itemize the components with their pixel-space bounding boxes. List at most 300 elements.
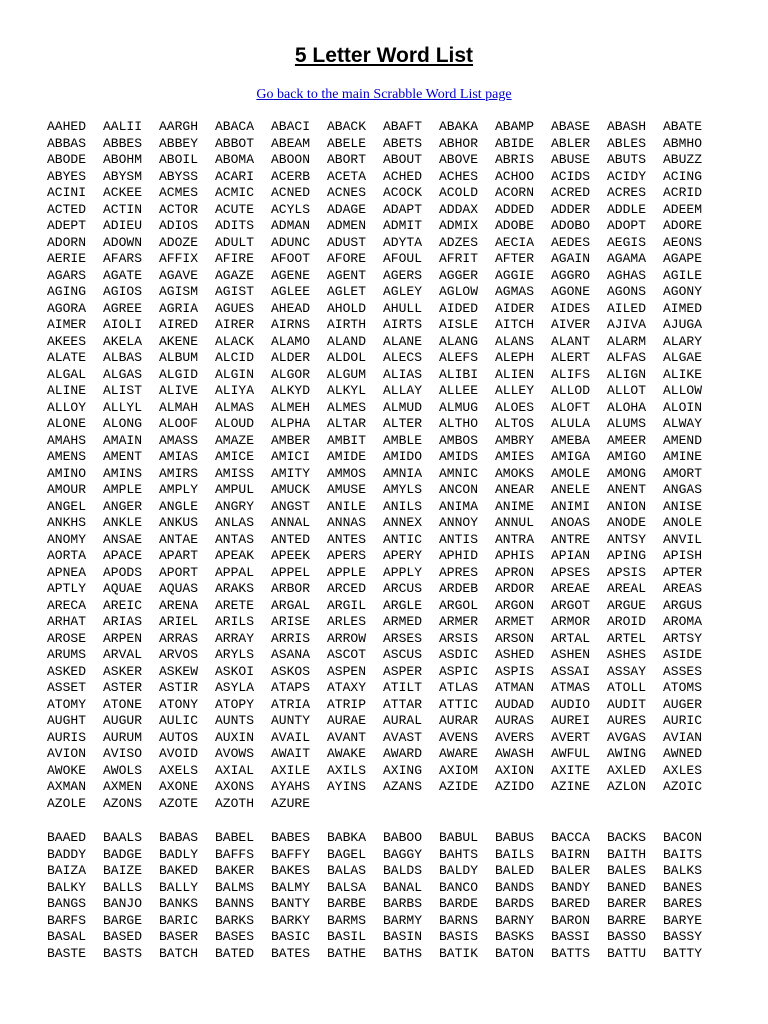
word-entry: ANIMI [551,498,591,514]
word-entry: ANTAS [215,531,255,547]
word-entry: ATAPS [271,680,311,695]
word-entry: ALGUM [327,366,367,382]
word-entry: ABACA [215,119,255,134]
word-entry: BASTS [103,945,143,961]
word-entry: ARVAL [103,647,143,662]
word-entry: AMMOS [327,465,367,481]
word-entry: BARMS [327,912,367,928]
back-link-container [0,86,768,104]
word-entry: AMENT [103,449,143,464]
word-entry: AKENE [159,333,199,349]
word-entry: AGUES [215,300,255,316]
word-entry: ANEAR [495,482,535,497]
word-entry: BAIZA [47,863,87,878]
word-entry: ACRED [551,185,591,200]
word-entry: AMONG [607,465,647,481]
word-entry: ACIDS [551,168,591,184]
word-entry: ARMER [439,614,479,629]
word-entry: ACARI [215,168,255,184]
word-entry: AMINE [663,449,703,464]
word-entry: ALANS [495,333,535,349]
word-entry: ALATE [47,350,87,365]
word-entry: ADOZE [159,234,199,250]
word-entry: APORT [159,564,199,580]
word-entry: ATTIC [439,696,479,712]
word-entry: ALIEN [495,366,535,382]
word-entry: AVISO [103,746,143,761]
word-row [47,863,727,880]
word-entry: AMEER [607,432,647,448]
word-entry: ADOBO [551,218,591,233]
word-entry: ALKYL [327,383,367,398]
word-entry: AZIDE [439,779,479,794]
word-entry: BACCA [551,830,591,845]
word-entry: AMIDE [327,449,367,464]
word-entry: ABBAS [47,135,87,151]
word-entry: BATCH [159,945,199,961]
word-entry: BASES [215,929,255,944]
word-entry: ARIAS [103,614,143,629]
word-entry: ALTHO [439,416,479,431]
word-entry: ABACI [271,119,311,134]
word-entry: ARSIS [439,630,479,646]
word-entry: AXIOM [439,762,479,778]
word-entry: ARECA [47,597,87,613]
word-entry: ALIAS [383,366,423,382]
word-entry: AGENE [271,267,311,283]
word-entry: ALLEE [439,383,479,398]
word-entry: BATIK [439,945,479,961]
word-entry: ANTIS [439,531,479,547]
word-entry: ADOBE [495,218,535,233]
word-entry: BASIN [383,929,423,944]
word-entry: AMPLY [159,482,199,497]
word-entry: BALDS [383,863,423,878]
word-entry: ADYTA [383,234,423,250]
word-row [47,598,727,615]
word-entry: AIDED [439,300,479,316]
word-entry: BAKED [159,863,199,878]
word-entry: AGONE [551,284,591,299]
word-entry: ANTIC [383,531,423,547]
word-entry: ALONE [47,416,87,431]
word-row [47,779,727,796]
word-entry: ALTAR [327,416,367,431]
word-entry: BANED [607,879,647,895]
word-entry: ANKLE [103,515,143,530]
word-entry: ABYSM [103,168,143,184]
word-entry: AZOTE [159,795,199,811]
word-entry: APTLY [47,581,87,596]
word-row [47,946,727,963]
word-entry: AUGUR [103,713,143,728]
word-entry: AFORE [327,251,367,266]
word-entry: ANTRA [495,531,535,547]
word-entry: ADDED [495,201,535,217]
word-entry: ANIME [495,498,535,514]
word-entry: ALECS [383,350,423,365]
word-row [47,301,727,318]
word-entry: AMINO [47,465,87,481]
word-entry: AUNTS [215,713,255,728]
word-entry: ALOOF [159,416,199,431]
word-entry: AMISS [215,465,255,481]
word-entry: AROID [607,614,647,629]
word-entry: ADMIX [439,218,479,233]
word-entry: BALES [607,863,647,878]
word-entry: APRON [495,564,535,580]
word-entry: BASER [159,929,199,944]
word-entry: AGISM [159,284,199,299]
word-entry: AAHED [47,119,87,134]
word-entry: ALEFS [439,350,479,365]
word-entry: AUGHT [47,713,87,728]
word-entry: ANOAS [551,515,591,530]
word-entry: AZOLE [47,795,87,811]
word-entry: AIRTS [383,317,423,332]
word-entry: ADUST [327,234,367,250]
word-entry: ANNAS [327,515,367,530]
word-entry: AMBER [271,432,311,448]
word-entry: AMUCK [271,482,311,497]
word-entry: ASSAI [551,663,591,679]
word-entry: ADIOS [159,218,199,233]
word-entry: ASTIR [159,680,199,695]
word-entry: AWING [607,746,647,761]
word-entry: AMPLE [103,482,143,497]
word-entry: APHIS [495,548,535,563]
word-entry: ALIVE [159,383,199,398]
word-entry: ADDLE [607,201,647,217]
word-entry: AFARS [103,251,143,266]
word-row [47,680,727,697]
word-entry: AGRIA [159,300,199,316]
word-entry: AIOLI [103,317,143,332]
word-entry: AXIAL [215,762,255,778]
word-entry: ABOHM [103,152,143,167]
word-entry: BAFFS [215,846,255,862]
word-entry: BALLY [159,879,199,895]
word-entry: ADORN [47,234,87,250]
word-entry: BARBE [327,896,367,911]
word-entry: AMITY [271,465,311,481]
word-entry: BARIC [159,912,199,928]
word-entry: AQUAE [103,581,143,596]
word-entry: AUNTY [271,713,311,728]
word-entry: ABRIS [495,152,535,167]
word-entry: AMNIC [439,465,479,481]
word-entry: AMINS [103,465,143,481]
word-entry: AMUSE [327,482,367,497]
word-entry: ALARY [663,333,703,349]
word-entry: AURIC [663,713,703,728]
word-entry: ARMET [495,614,535,629]
word-entry: AMYLS [383,482,423,497]
word-entry: ADAPT [383,201,423,217]
back-to-word-list-link[interactable]: Go back to the main Scrabble Word List page [256,87,512,102]
word-entry: AGLOW [439,284,479,299]
word-entry: AMIES [495,449,535,464]
word-entry: BARMY [383,912,423,928]
word-entry: ASIDE [663,647,703,662]
word-entry: AECIA [495,234,535,250]
word-entry: ACHOO [495,168,535,184]
word-entry: BATON [495,945,535,961]
word-entry: ARUMS [47,647,87,662]
word-entry: ABBES [103,135,143,151]
word-entry: BALER [551,863,591,878]
word-entry: AURAR [439,713,479,728]
word-entry: BARDS [495,896,535,911]
word-entry: AEGIS [607,234,647,250]
word-entry: ABIDE [495,135,535,151]
word-entry: AXITE [551,762,591,778]
word-entry: ALCID [215,350,255,365]
word-entry: AVOID [159,746,199,761]
word-entry: BABES [271,830,311,845]
word-entry: AMEND [663,432,703,448]
word-entry: APNEA [47,564,87,580]
word-entry: ARHAT [47,614,87,629]
word-entry: AVERS [495,729,535,745]
word-entry: AKEES [47,333,87,349]
word-entry: BASIC [271,929,311,944]
word-entry: ALANT [551,333,591,349]
word-entry: ALAMO [271,333,311,349]
word-entry: AMIDO [383,449,423,464]
word-entry: BALMY [271,879,311,895]
word-row [47,929,727,946]
word-entry: ARCUS [383,581,423,596]
word-entry: APTER [663,564,703,580]
word-entry: AIRER [215,317,255,332]
word-entry: ANTED [271,531,311,547]
page-title: 5 Letter Word List [294,44,474,67]
word-row [47,119,727,136]
word-entry: ASPIC [439,663,479,679]
word-entry: AIVER [551,317,591,332]
word-entry: AMOLE [551,465,591,481]
word-entry: BANAL [383,879,423,895]
word-entry: ANTES [327,531,367,547]
word-entry: AMPUL [215,482,255,497]
word-entry: ADDER [551,201,591,217]
word-entry: ASDIC [439,647,479,662]
word-entry: ALDER [271,350,311,365]
word-entry: BATES [271,945,311,961]
word-entry: ALFAS [607,350,647,365]
word-entry: AERIE [47,251,87,266]
word-entry: BATHS [383,945,423,961]
word-entry: APERS [327,548,367,563]
word-entry: AHULL [383,300,423,316]
word-entry: AIMER [47,317,87,332]
word-entry: AHOLD [327,300,367,316]
word-entry: ARSON [495,630,535,646]
word-entry: AMNIA [383,465,423,481]
word-entry: ASSET [47,680,87,695]
word-entry: AZOTH [215,795,255,811]
word-entry: ASCOT [327,647,367,662]
word-entry: BANTY [271,896,311,911]
word-entry: AITCH [495,317,535,332]
word-entry: AVOWS [215,746,255,761]
word-entry: AMIAS [159,449,199,464]
word-entry: AXLES [663,762,703,778]
word-entry: ABACK [327,119,367,134]
word-row [47,284,727,301]
word-entry: ACOCK [383,185,423,200]
word-entry: ANTAE [159,531,199,547]
word-entry: AWARE [439,746,479,761]
word-entry: ABYES [47,168,87,184]
word-entry: BANDS [495,879,535,895]
word-entry: BASKS [495,929,535,944]
word-entry: ALLYL [103,399,143,415]
word-row [47,350,727,367]
word-entry: ACORN [495,185,535,200]
word-entry: AGAVE [159,267,199,283]
word-entry: AFFIX [159,251,199,266]
word-entry: AZANS [383,779,423,794]
word-row [47,664,727,681]
word-entry: BARNY [495,912,535,928]
word-entry: BARFS [47,912,87,928]
word-entry: AILED [607,300,647,316]
word-row [47,515,727,532]
word-entry: ALPHA [271,416,311,431]
word-entry: ALLOY [47,399,87,415]
word-entry: BABEL [215,830,255,845]
word-entry: ANLAS [215,515,255,530]
word-entry: AISLE [439,317,479,332]
word-entry: AVANT [327,729,367,745]
word-entry: ALOHA [607,399,647,415]
word-row [47,847,727,864]
word-entry: ALULA [551,416,591,431]
word-row [47,631,727,648]
word-entry: ABAKA [439,119,479,134]
word-entry: ANODE [607,515,647,530]
word-entry: BALLS [103,879,143,895]
word-entry: ARBOR [271,581,311,596]
word-entry: AYAHS [271,779,311,794]
word-entry: BAITH [607,846,647,862]
word-entry: ASCUS [383,647,423,662]
word-row [47,713,727,730]
word-entry: AMEBA [551,432,591,448]
word-entry: AURAL [383,713,423,728]
word-row [47,763,727,780]
word-entry: ARDOR [495,581,535,596]
word-entry: BATHE [327,945,367,961]
word-entry: AZONS [103,795,143,811]
word-entry: ALIST [103,383,143,398]
word-entry: BARKS [215,912,255,928]
word-entry: ALONG [103,416,143,431]
word-entry: ABLES [607,135,647,151]
word-entry: ARMED [383,614,423,629]
word-entry: ABORT [327,152,367,167]
word-entry: BALSA [327,879,367,895]
word-entry: BAFFY [271,846,311,862]
word-entry: ALIKE [663,366,703,382]
word-entry: BADLY [159,846,199,862]
word-entry: ADEPT [47,218,87,233]
word-entry: AWFUL [551,746,591,761]
word-entry: ARGUS [663,597,703,613]
word-entry: ALUMS [607,416,647,431]
word-entry: ADIEU [103,218,143,233]
word-entry: ANOLE [663,515,703,530]
word-entry: AZURE [271,795,311,811]
word-entry: ADULT [215,234,255,250]
word-entry: ANGLE [159,498,199,514]
word-entry: ASPER [383,663,423,679]
word-entry: ALLOW [663,383,703,398]
word-entry: ARRAY [215,630,255,646]
word-entry: ASKOI [215,663,255,679]
word-entry: ACINI [47,185,87,200]
word-entry: APSES [551,564,591,580]
word-entry: AREAL [607,581,647,596]
word-entry: APPLE [327,564,367,580]
word-entry: ARYLS [215,647,255,662]
word-section-a [47,119,727,812]
word-entry: AROSE [47,630,87,646]
word-entry: ANGST [271,498,311,514]
word-entry: AORTA [47,548,87,563]
word-entry: AGORA [47,300,87,316]
word-entry: ALANE [383,333,423,349]
word-row [47,136,727,153]
word-entry: AVENS [439,729,479,745]
word-entry: ASSES [663,663,703,679]
word-entry: ASHES [607,647,647,662]
word-entry: ABBOT [215,135,255,151]
word-entry: ACHES [439,168,479,184]
word-entry: AGERS [383,267,423,283]
word-entry: ALMAH [159,399,199,415]
word-entry: ASKED [47,663,87,679]
word-entry: BAGGY [383,846,423,862]
word-row [47,383,727,400]
word-entry: BAAED [47,830,87,845]
word-entry: ALDOL [327,350,367,365]
word-entry: BALAS [327,863,367,878]
word-row [47,185,727,202]
word-entry: BABKA [327,830,367,845]
word-entry: ARIEL [159,614,199,629]
word-entry: ACTED [47,201,87,217]
word-entry: APHID [439,548,479,563]
word-entry: ADMEN [327,218,367,233]
word-row [47,830,727,847]
word-entry: BATTU [607,945,647,961]
word-entry: ALLAY [383,383,423,398]
word-entry: BANJO [103,896,143,911]
word-entry: ARAKS [215,581,255,596]
word-entry: ADOWN [103,234,143,250]
word-entry: BACON [663,830,703,845]
word-entry: BAKER [215,863,255,878]
word-entry: AXELS [159,762,199,778]
word-entry: AKELA [103,333,143,349]
word-entry: ARROW [327,630,367,646]
word-entry: ACMES [159,185,199,200]
word-entry: ATMAN [495,680,535,695]
word-entry: ARMOR [551,614,591,629]
